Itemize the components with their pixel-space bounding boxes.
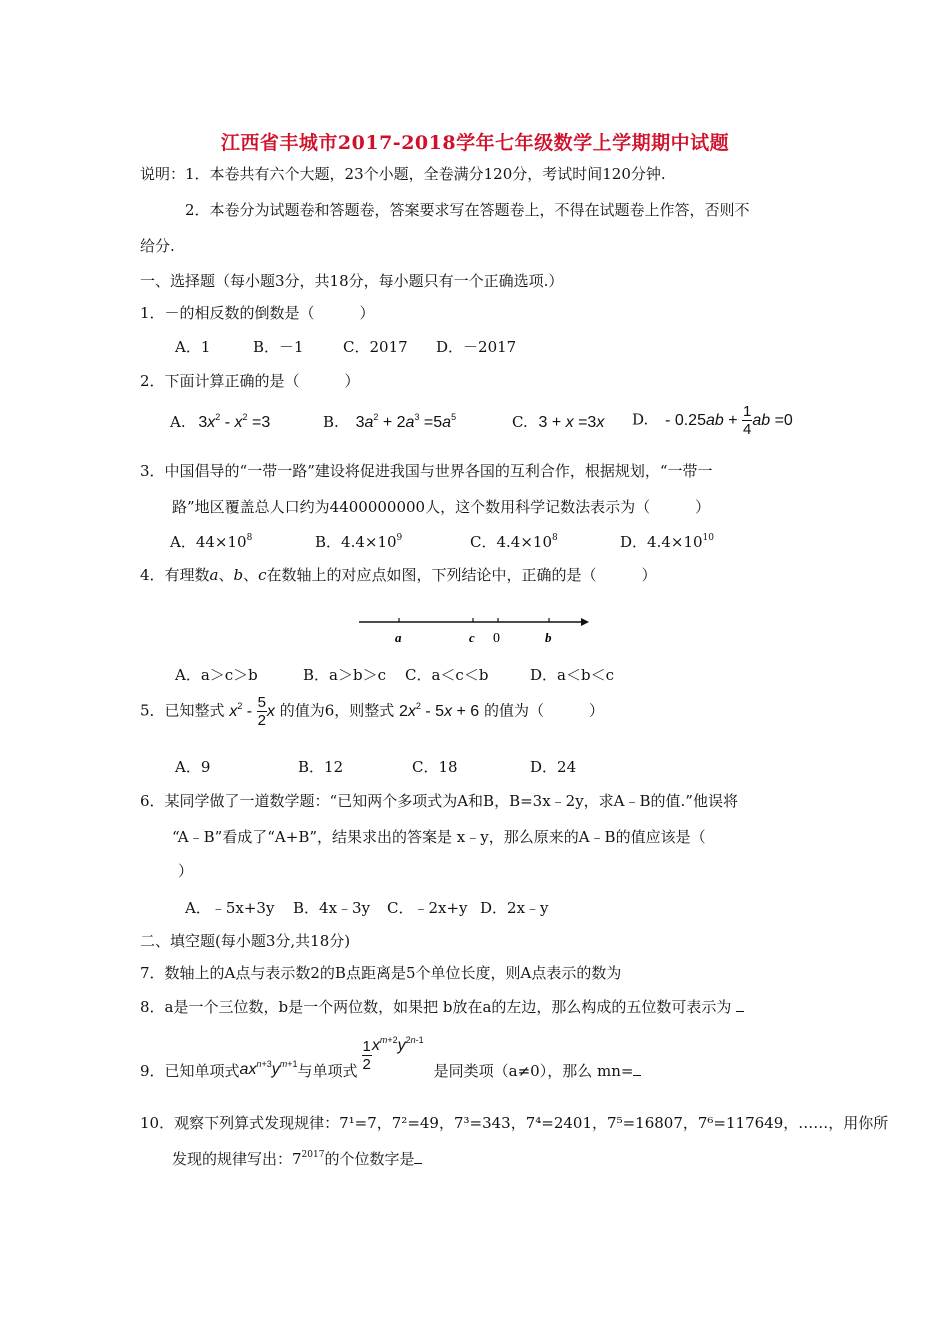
q5-stem-start: 5．已知整式 bbox=[140, 701, 225, 720]
q3-option-c-exponent: 8 bbox=[552, 533, 558, 543]
q3-option-d bbox=[620, 531, 714, 552]
label-c: c bbox=[469, 630, 475, 645]
q9-monomial-1: $ax^{n+3}y^{m+1}$ bbox=[239, 1058, 298, 1078]
q3-option-a-exponent: 8 bbox=[246, 533, 253, 543]
q3-option-a-base: A．44×10 bbox=[170, 533, 247, 551]
q3-option-a bbox=[170, 531, 252, 552]
question-6: 6．某同学做了一道数学题：“已知两个多项式为A和B，B=3x﹣2y，求A﹣B的值.”他误将 bbox=[140, 792, 738, 810]
section-2-heading: 二、填空题(每小题3分,共18分) bbox=[140, 932, 351, 950]
q10-exponent: 2017 bbox=[301, 1150, 325, 1160]
q6-option-c: C．﹣2x+y bbox=[387, 899, 468, 917]
q5-expression-2: $2x^2 - 5x + 6$ bbox=[399, 700, 480, 720]
q9-stem-end: 是同类项（a≠0），那么 mn= bbox=[433, 1061, 634, 1080]
q6-option-a: A．﹣5x+3y bbox=[185, 899, 275, 917]
q8-text: 8．a是一个三位数，b是一个两位数，如果把 b放在a的左边，那么构成的五位数可表示为 bbox=[140, 998, 732, 1016]
question-10: 10．观察下列算式发现规律：7¹=7，7²=49，7³=343，7⁴=2401，7⁵=16807，7⁶=117649，……，用你所 bbox=[140, 1114, 889, 1132]
question-3: 3．中国倡导的“一带一路”建设将促进我国与世界各国的互利合作，根据规划，“一带一 bbox=[140, 462, 713, 480]
question-4: 4．有理数a、b、c在数轴上的对应点如图，下列结论中，正确的是（ ） bbox=[140, 566, 657, 584]
question-9 bbox=[140, 1034, 641, 1080]
q6-option-b: B．4x﹣3y bbox=[293, 899, 371, 917]
q4-option-a: A．a＞c＞b bbox=[175, 666, 258, 684]
q1-option-b: B．－1 bbox=[253, 338, 304, 356]
q5-option-c: C．18 bbox=[412, 758, 458, 776]
number-line-figure bbox=[355, 610, 595, 650]
note-2: 2．本卷分为试题卷和答题卷，答案要求写在答题卷上，不得在试题卷上作答，否则不 bbox=[185, 201, 750, 219]
q2-label-a: A. bbox=[170, 413, 186, 431]
q2-expression-c: 3 + x =3x bbox=[538, 414, 605, 431]
question-1: 1．－的相反数的倒数是（ ） bbox=[140, 304, 375, 322]
q10-stem-start: 发现的规律写出：7 bbox=[172, 1150, 302, 1168]
question-2: 2．下面计算正确的是（ ） bbox=[140, 372, 360, 390]
q2-label-b: B. bbox=[323, 413, 339, 431]
q4-stem-end: 在数轴上的对应点如图，下列结论中，正确的是（ ） bbox=[266, 566, 657, 584]
q2-option-d bbox=[632, 403, 793, 438]
q1-option-d: D．－2017 bbox=[436, 338, 517, 356]
q5-option-b: B．12 bbox=[298, 758, 344, 776]
q4-option-c: C．a＜c＜b bbox=[405, 666, 489, 684]
q6-option-d: D．2x﹣y bbox=[480, 899, 549, 917]
q4-option-b: B．a＞b＞c bbox=[303, 666, 386, 684]
q3-option-b-exponent: 9 bbox=[396, 533, 403, 543]
q2-label-d: D. bbox=[632, 410, 649, 429]
q3-option-b bbox=[315, 531, 402, 552]
q4-option-d: D．a＜b＜c bbox=[530, 666, 614, 684]
q3-option-c-base: C．4.4×10 bbox=[470, 533, 552, 551]
section-1-heading: 一、选择题（每小题3分，共18分，每小题只有一个正确选项.） bbox=[140, 272, 564, 290]
q2-option-a bbox=[170, 413, 270, 432]
question-8 bbox=[140, 996, 744, 1017]
q2-label-c: C. bbox=[512, 413, 528, 431]
q8-answer-blank bbox=[736, 999, 744, 1012]
label-b: b bbox=[545, 630, 552, 645]
q2-option-b bbox=[323, 413, 456, 432]
q9-monomial-2: $\frac{1}{2}$ $x^{m+2}y^{2n-1}$ bbox=[362, 1034, 424, 1073]
q4-stem-start: 4．有理数 bbox=[140, 566, 210, 584]
note-2-continued: 给分. bbox=[140, 237, 175, 255]
question-6-continued: “A﹣B”看成了“A+B”，结果求出的答案是 x﹣y，那么原来的A﹣B的值应该是（ bbox=[172, 828, 706, 846]
q9-stem-start: 9．已知单项式 bbox=[140, 1061, 240, 1080]
q1-option-a: A．1 bbox=[175, 338, 211, 356]
q5-stem-middle: 的值为6，则整式 bbox=[279, 701, 395, 720]
q1-option-c: C．2017 bbox=[343, 338, 408, 356]
q3-option-d-base: D．4.4×10 bbox=[620, 533, 703, 551]
q3-option-c bbox=[470, 531, 558, 552]
page-title: 江西省丰城市2017-2018学年七年级数学上学期期中试题 bbox=[220, 132, 730, 154]
q2-expression-d: - 0.25ab + $\frac{1}{4}$ ab =0 bbox=[665, 403, 793, 438]
q9-answer-blank bbox=[633, 1063, 641, 1076]
label-zero: 0 bbox=[493, 631, 500, 646]
label-a: a bbox=[395, 630, 402, 645]
q2-expression-b: $3a^2 + 2a^3 =5a^5$ bbox=[355, 412, 457, 431]
q5-option-a: A．9 bbox=[175, 758, 211, 776]
q5-option-d: D．24 bbox=[530, 758, 577, 776]
question-7: 7．数轴上的A点与表示数2的B点距离是5个单位长度，则A点表示的数为 bbox=[140, 964, 622, 982]
q2-expression-a: $3x^2 - x^2 =3$ bbox=[198, 412, 271, 431]
q5-stem-end: 的值为（ ） bbox=[483, 701, 604, 720]
q10-stem-end: 的个位数字是 bbox=[324, 1150, 415, 1168]
number-line-arrow bbox=[581, 618, 589, 626]
q9-stem-middle: 与单项式 bbox=[297, 1061, 358, 1080]
q5-expression-1: $x^2$ - $\frac{5}{2}$ x bbox=[229, 694, 275, 729]
q2-option-c bbox=[512, 413, 604, 432]
question-10-continued bbox=[172, 1148, 422, 1169]
q3-option-b-base: B．4.4×10 bbox=[315, 533, 397, 551]
question-3-continued: 路”地区覆盖总人口约为4400000000人，这个数用科学记数法表示为（ ） bbox=[172, 498, 711, 516]
question-6-closing: ） bbox=[178, 862, 194, 880]
question-5 bbox=[140, 694, 604, 729]
q3-option-d-exponent: 10 bbox=[702, 533, 714, 543]
note-1: 说明：1．本卷共有六个大题，23个小题，全卷满分120分，考试时间120分钟. bbox=[140, 165, 666, 183]
q10-answer-blank bbox=[414, 1151, 422, 1164]
